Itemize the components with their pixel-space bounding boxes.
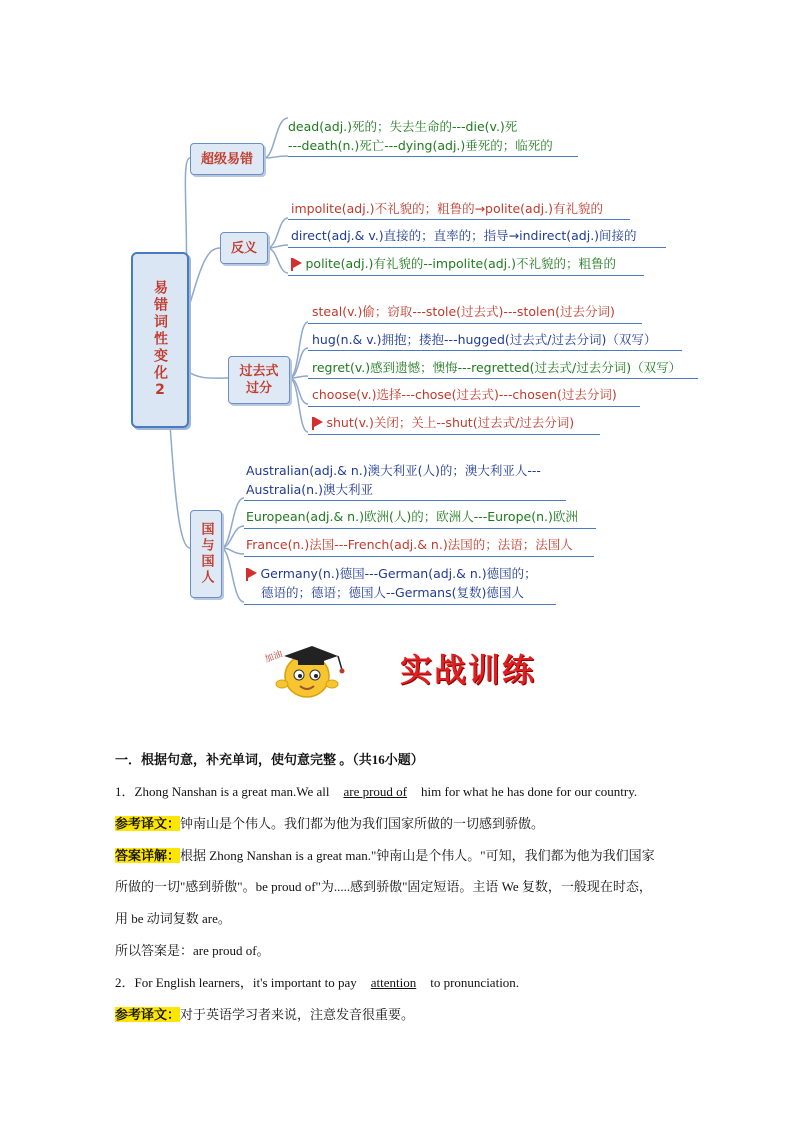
leaf-underline xyxy=(244,500,566,501)
translation-1 xyxy=(115,813,544,832)
translation-text: 钟南山是个伟人。我们都为他为我们国家所做的一切感到骄傲。 xyxy=(180,816,545,831)
explanation-text: 所做的一切"感到骄傲"。be proud of"为.....感到骄傲"固定短语。主语 We 复数，一般现在时态， xyxy=(115,879,652,894)
leaf-underline xyxy=(288,247,666,248)
leaf-text: steal(v.)偷；窃取---stole(过去式)---stolen(过去分词) xyxy=(312,304,615,319)
category-label: 超级易错 xyxy=(200,151,253,167)
category-label: 反义 xyxy=(230,240,257,256)
translation-label: 参考译文： xyxy=(115,816,181,831)
leaf-flagged xyxy=(291,255,616,273)
category-past-tense xyxy=(228,356,290,404)
category-super-error xyxy=(190,143,264,175)
mindmap-root xyxy=(131,252,189,428)
leaf-underline xyxy=(288,156,578,157)
leaf-underline xyxy=(244,604,556,605)
question-1 xyxy=(115,781,637,800)
leaf-underline xyxy=(308,378,698,379)
leaf-text: direct(adj.& v.)直接的；直率的；指导→indirect(adj.)间接的 xyxy=(291,228,637,243)
question-text: 1．Zhong Nanshan is a great man.We all xyxy=(115,784,330,799)
translation-2 xyxy=(115,1004,414,1023)
flag-icon xyxy=(312,415,327,430)
question-text: him for what he has done for our country. xyxy=(421,784,638,799)
leaf-text: polite(adj.)有礼貌的--impolite(adj.)不礼貌的；粗鲁的 xyxy=(305,256,616,271)
svg-text:加油: 加油 xyxy=(263,649,285,666)
category-label: 国与国人 xyxy=(198,522,214,586)
mindmap-root-label: 易错词性变化2 xyxy=(152,279,168,401)
translation-text: 对于英语学习者来说，注意发音很重要。 xyxy=(180,1007,415,1022)
leaf-underline xyxy=(308,350,682,351)
question-text: to pronunciation. xyxy=(430,975,520,990)
leaf-flagged xyxy=(312,414,574,432)
question-2 xyxy=(115,972,519,991)
category-countries xyxy=(190,510,222,598)
flag-icon xyxy=(246,566,261,581)
leaf-text: shut(v.)关闭；关上--shut(过去式/过去分词) xyxy=(326,415,575,430)
leaf-underline xyxy=(308,434,600,435)
leaf-underline xyxy=(308,323,642,324)
flag-icon xyxy=(291,256,306,271)
answer-result: 所以答案是：are proud of。 xyxy=(115,943,270,958)
leaf-underline xyxy=(244,556,594,557)
leaf-text: regret(v.)感到遗憾；懊悔---regretted(过去式/过去分词)（双写） xyxy=(312,360,682,375)
answer-blank: are proud of xyxy=(343,784,408,799)
explanation-1 xyxy=(115,845,655,864)
leaf-text: Australia(n.)澳大利亚 xyxy=(246,482,373,497)
leaf-text: Australian(adj.& n.)澳大利亚(人)的；澳大利亚人--- xyxy=(246,463,541,478)
explanation-text: 根据 Zhong Nanshan is a great man."钟南山是个伟人。"可知，我们都为他为我们国家 xyxy=(180,848,655,863)
leaf-text: dead(adj.)死的；失去生命的---die(v.)死 xyxy=(288,119,518,134)
explanation-label: 答案详解： xyxy=(115,848,181,863)
leaf-flagged xyxy=(246,565,537,583)
leaf-underline xyxy=(308,406,640,407)
leaf-text: 德语的；德语；德国人--Germans(复数)德国人 xyxy=(261,585,524,600)
banner-title: 实战训练 xyxy=(400,651,537,689)
leaf-text: ---death(n.)死亡---dying(adj.)垂死的；临死的 xyxy=(288,138,553,153)
answer-blank: attention xyxy=(370,975,417,990)
question-text: 2．For English learners，it's important to pay xyxy=(115,975,357,990)
leaf-underline xyxy=(288,219,630,220)
translation-label: 参考译文： xyxy=(115,1007,181,1022)
section-heading: 一．根据句意，补充单词，使句意完整 。（共16小题） xyxy=(115,752,424,767)
leaf-underline xyxy=(244,528,596,529)
leaf-text: Germany(n.)德国---German(adj.& n.)德国的； xyxy=(260,566,537,581)
graduate-mascot-icon xyxy=(262,640,352,702)
leaf-text: hug(n.& v.)拥抱；搂抱---hugged(过去式/过去分词)（双写） xyxy=(312,332,657,347)
explanation-text: 用 be 动词复数 are。 xyxy=(115,911,231,926)
leaf-text: impolite(adj.)不礼貌的；粗鲁的→polite(adj.)有礼貌的 xyxy=(291,201,603,216)
leaf-text: choose(v.)选择---chose(过去式)---chosen(过去分词) xyxy=(312,387,617,402)
leaf-text: France(n.)法国---French(adj.& n.)法国的；法语；法国人 xyxy=(246,537,573,552)
category-label: 过去式过分 xyxy=(239,364,279,396)
category-antonym xyxy=(220,232,268,264)
leaf-text: European(adj.& n.)欧洲(人)的；欧洲人---Europe(n.)欧洲 xyxy=(246,509,578,524)
leaf-underline xyxy=(288,275,644,276)
